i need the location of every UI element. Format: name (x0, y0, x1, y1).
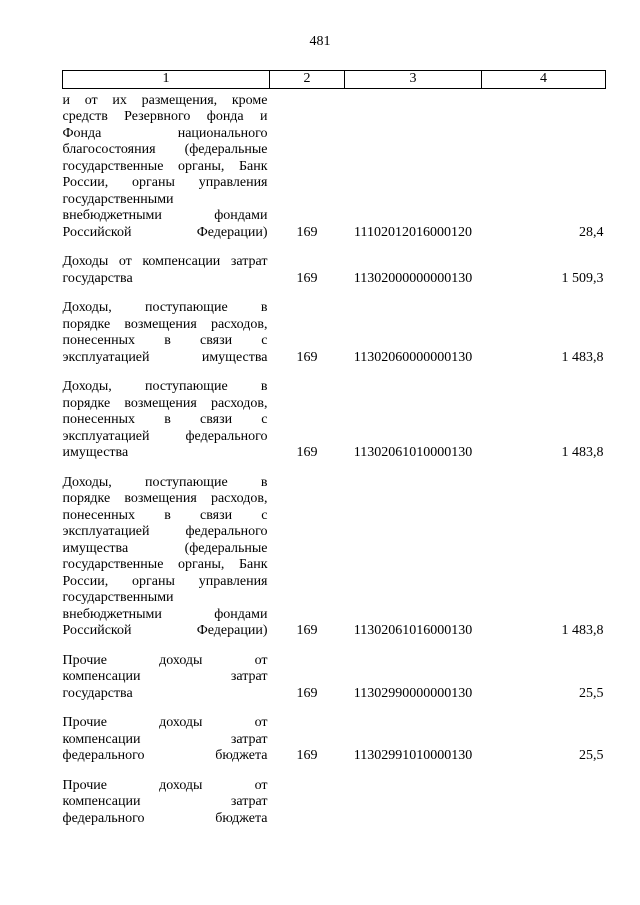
amount-cell: 1 483,8 (561, 445, 604, 460)
header-col-2: 2 (270, 71, 345, 89)
revenue-name-line: Доходы, поступающие в (62, 300, 268, 315)
revenue-name-line: внебюджетными фондами (62, 606, 268, 622)
revenue-name-line: Фонда национального (62, 125, 268, 141)
header-col-4: 4 (482, 71, 606, 89)
revenue-name-cell (63, 287, 270, 366)
admin-code-cell: 169 (296, 270, 318, 286)
revenue-name-line: компенсации затрат (62, 731, 268, 747)
amount-cell: 28,4 (579, 224, 604, 240)
admin-code-cell: 169 (296, 685, 318, 701)
revenue-name-line: федерального бюджета (62, 748, 268, 763)
revenue-name-line: России, органы управления (62, 175, 268, 190)
revenue-name-cell (63, 462, 270, 640)
admin-code-cell: 169 (296, 349, 318, 365)
revenue-name-line: государства (62, 685, 133, 701)
table-row (63, 462, 606, 640)
revenue-name-line: федерального бюджета (62, 810, 268, 826)
header-col-3: 3 (345, 71, 482, 89)
revenue-name-cell (63, 702, 270, 765)
admin-code-cell (270, 765, 345, 828)
table-row (63, 640, 606, 703)
revenue-name-line: Доходы, поступающие в (62, 379, 268, 394)
budget-table (62, 70, 606, 827)
revenue-name-line: России, органы управления (62, 573, 268, 589)
revenue-name-line: Прочие доходы от (62, 715, 268, 730)
table-row (63, 765, 606, 828)
admin-code-cell: 169 (296, 748, 318, 763)
amount-cell (482, 765, 606, 828)
amount-cell: 1 509,3 (561, 270, 604, 286)
classification-code-cell: 11302000000000130 (353, 270, 473, 286)
table-row (63, 702, 606, 765)
revenue-name-line: государственные органы, Банк (62, 557, 268, 572)
revenue-name-line: государства (62, 270, 133, 286)
table-row (63, 287, 606, 366)
classification-code-cell: 11302991010000130 (353, 748, 473, 763)
admin-code-cell: 169 (296, 224, 318, 240)
revenue-name-cell (63, 241, 270, 287)
classification-code-cell: 11302061016000130 (353, 623, 473, 638)
amount-cell: 25,5 (579, 748, 604, 763)
revenue-name-line: государственными (62, 191, 174, 207)
page-number: 481 (309, 34, 331, 49)
revenue-name-line: государственными (62, 590, 174, 605)
amount-cell: 25,5 (579, 685, 604, 701)
revenue-name-line: понесенных в связи с (62, 333, 268, 348)
classification-code-cell: 11302060000000130 (353, 349, 473, 365)
revenue-name-line: имущества (62, 445, 129, 460)
classification-code-cell (345, 765, 482, 828)
table-row (63, 88, 606, 241)
amount-cell: 1 483,8 (561, 623, 604, 638)
revenue-name-line: имущества (федеральные (62, 540, 268, 556)
revenue-name-line: Доходы, поступающие в (62, 474, 268, 490)
classification-code-cell: 11302990000000130 (353, 685, 473, 701)
revenue-name-line: благосостояния (федеральные (62, 142, 268, 157)
revenue-name-line: порядке возмещения расходов, (62, 316, 268, 332)
admin-code-cell: 169 (296, 623, 318, 638)
revenue-name-cell (63, 640, 270, 703)
revenue-name-cell (63, 366, 270, 462)
classification-code-cell: 11302061010000130 (353, 445, 473, 460)
revenue-name-line: эксплуатацией имущества (62, 349, 268, 365)
revenue-name-line: порядке возмещения расходов, (62, 395, 268, 411)
revenue-name-line: и от их размещения, кроме (62, 92, 268, 108)
revenue-name-line: понесенных в связи с (62, 507, 268, 523)
revenue-name-line: эксплуатацией федерального (62, 428, 268, 444)
revenue-name-line: средств Резервного фонда и (62, 109, 268, 124)
amount-cell: 1 483,8 (561, 349, 604, 365)
classification-code-cell: 11102012016000120 (354, 224, 472, 240)
revenue-name-line: эксплуатацией федерального (62, 524, 268, 539)
revenue-name-cell (63, 765, 270, 828)
revenue-name-line: компенсации затрат (62, 669, 268, 684)
revenue-name-line: внебюджетными фондами (62, 208, 268, 223)
revenue-name-line: порядке возмещения расходов, (62, 491, 268, 506)
revenue-name-line: понесенных в связи с (62, 412, 268, 427)
admin-code-cell: 169 (296, 445, 318, 460)
table-row (63, 241, 606, 287)
header-col-1: 1 (63, 71, 270, 89)
revenue-name-line: Доходы от компенсации затрат (62, 254, 268, 269)
revenue-name-cell (63, 88, 270, 241)
table-body (63, 88, 606, 827)
revenue-name-line: Российской Федерации) (62, 224, 268, 240)
revenue-name-line: Прочие доходы от (62, 652, 268, 668)
revenue-name-line: Прочие доходы от (62, 777, 268, 793)
revenue-name-line: государственные органы, Банк (62, 158, 268, 174)
table-row (63, 366, 606, 462)
revenue-name-line: Российской Федерации) (62, 623, 268, 638)
table-header-row (63, 71, 606, 89)
revenue-name-line: компенсации затрат (62, 794, 268, 809)
